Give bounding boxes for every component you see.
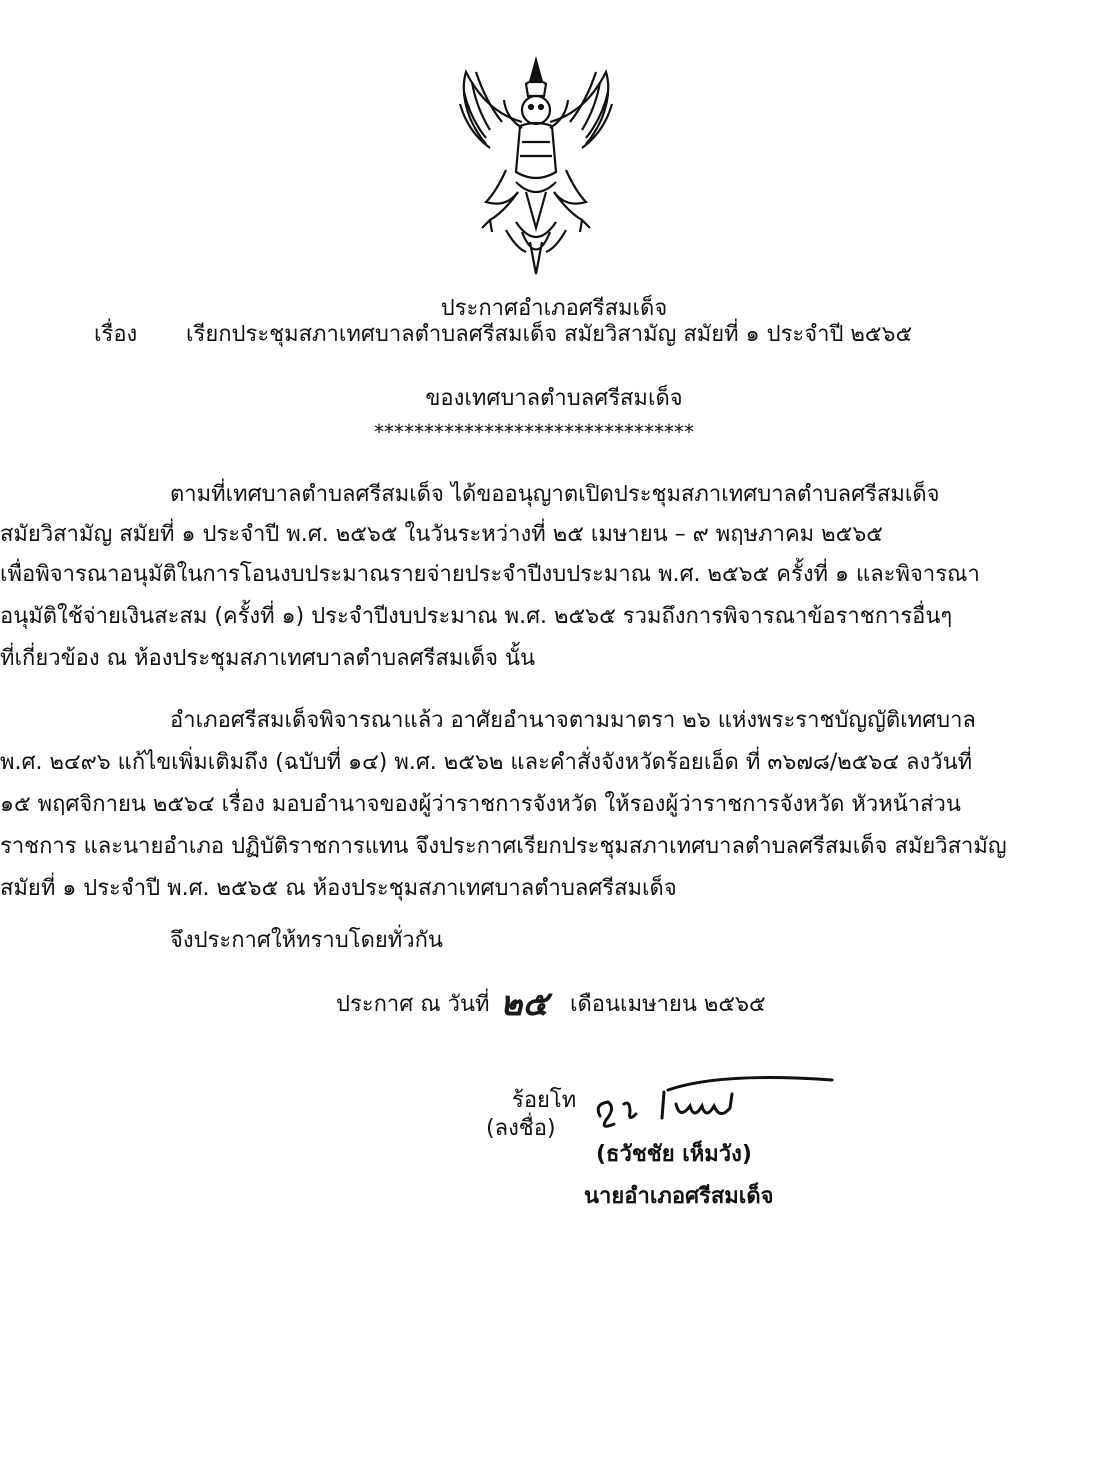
document-title: ประกาศอำเภอศรีสมเด็จ: [440, 296, 668, 321]
para1-line-2: สมัยวิสามัญ สมัยที่ ๑ ประจำปี พ.ศ. ๒๕๖๕ ในวันระหว่างที่ ๒๕ เมษายน – ๙ พฤษภาคม ๒๕๖๕: [0, 522, 883, 547]
closing-statement: จึงประกาศให้ทราบโดยทั่วกัน: [170, 928, 443, 953]
para2-line-2: พ.ศ. ๒๔๙๖ แก้ไขเพิ่มเติมถึง (ฉบับที่ ๑๔) พ.ศ. ๒๕๖๒ และคำสั่งจังหวัดร้อยเอ็ด ที่ ๓๖๗๘/๒๕๖๔ ลงวันที่: [0, 750, 973, 775]
divider-stars: ********************************: [374, 420, 694, 444]
date-prefix: ประกาศ ณ วันที่: [336, 992, 490, 1017]
para2-line-3: ๑๕ พฤศจิกายน ๒๕๖๔ เรื่อง มอบอำนาจของผู้ว่าราชการจังหวัด ให้รองผู้ว่าราชการจังหวัด หัวหน้าส่วน: [0, 792, 961, 817]
date-day-handwritten: ๒๕: [500, 984, 549, 1024]
signer-rank: ร้อยโท: [512, 1088, 577, 1113]
para2-line-5: สมัยที่ ๑ ประจำปี พ.ศ. ๒๕๖๕ ณ ห้องประชุมสภาเทศบาลตำบลศรีสมเด็จ: [0, 876, 677, 901]
para1-line-5: ที่เกี่ยวข้อง ณ ห้องประชุมสภาเทศบาลตำบลศรีสมเด็จ นั้น: [0, 646, 536, 671]
garuda-emblem-icon: [446, 52, 626, 277]
subject-line-2: ของเทศบาลตำบลศรีสมเด็จ: [425, 386, 683, 411]
subject-line-1: เรียกประชุมสภาเทศบาลตำบลศรีสมเด็จ สมัยวิสามัญ สมัยที่ ๑ ประจำปี ๒๕๖๕: [186, 322, 913, 347]
date-suffix: เดือนเมษายน ๒๕๖๕: [570, 992, 766, 1017]
para2-line-1: อำเภอศรีสมเด็จพิจารณาแล้ว อาศัยอำนาจตามมาตรา ๒๖ แห่งพระราชบัญญัติเทศบาล: [170, 708, 976, 733]
subject-label: เรื่อง: [94, 322, 138, 347]
para2-line-4: ราชการ และนายอำเภอ ปฏิบัติราชการแทน จึงประกาศเรียกประชุมสภาเทศบาลตำบลศรีสมเด็จ สมัยวิสามัญ: [0, 834, 1007, 859]
signer-position: นายอำเภอศรีสมเด็จ: [584, 1184, 774, 1209]
handwritten-signature: [580, 1064, 840, 1134]
para1-line-3: เพื่อพิจารณาอนุมัติในการโอนงบประมาณรายจ่ายประจำปีงบประมาณ พ.ศ. ๒๕๖๕ ครั้งที่ ๑ และพิจารณา: [0, 562, 980, 587]
para1-line-1: ตามที่เทศบาลตำบลศรีสมเด็จ ได้ขออนุญาตเปิดประชุมสภาเทศบาลตำบลศรีสมเด็จ: [170, 482, 940, 507]
para1-line-4: อนุมัติใช้จ่ายเงินสะสม (ครั้งที่ ๑) ประจำปีงบประมาณ พ.ศ. ๒๕๖๕ รวมถึงการพิจารณาข้อราชการอื่นๆ: [0, 604, 953, 629]
signer-name: (ธวัชชัย เห็มวัง): [596, 1142, 752, 1167]
sign-label: (ลงชื่อ): [486, 1116, 556, 1141]
